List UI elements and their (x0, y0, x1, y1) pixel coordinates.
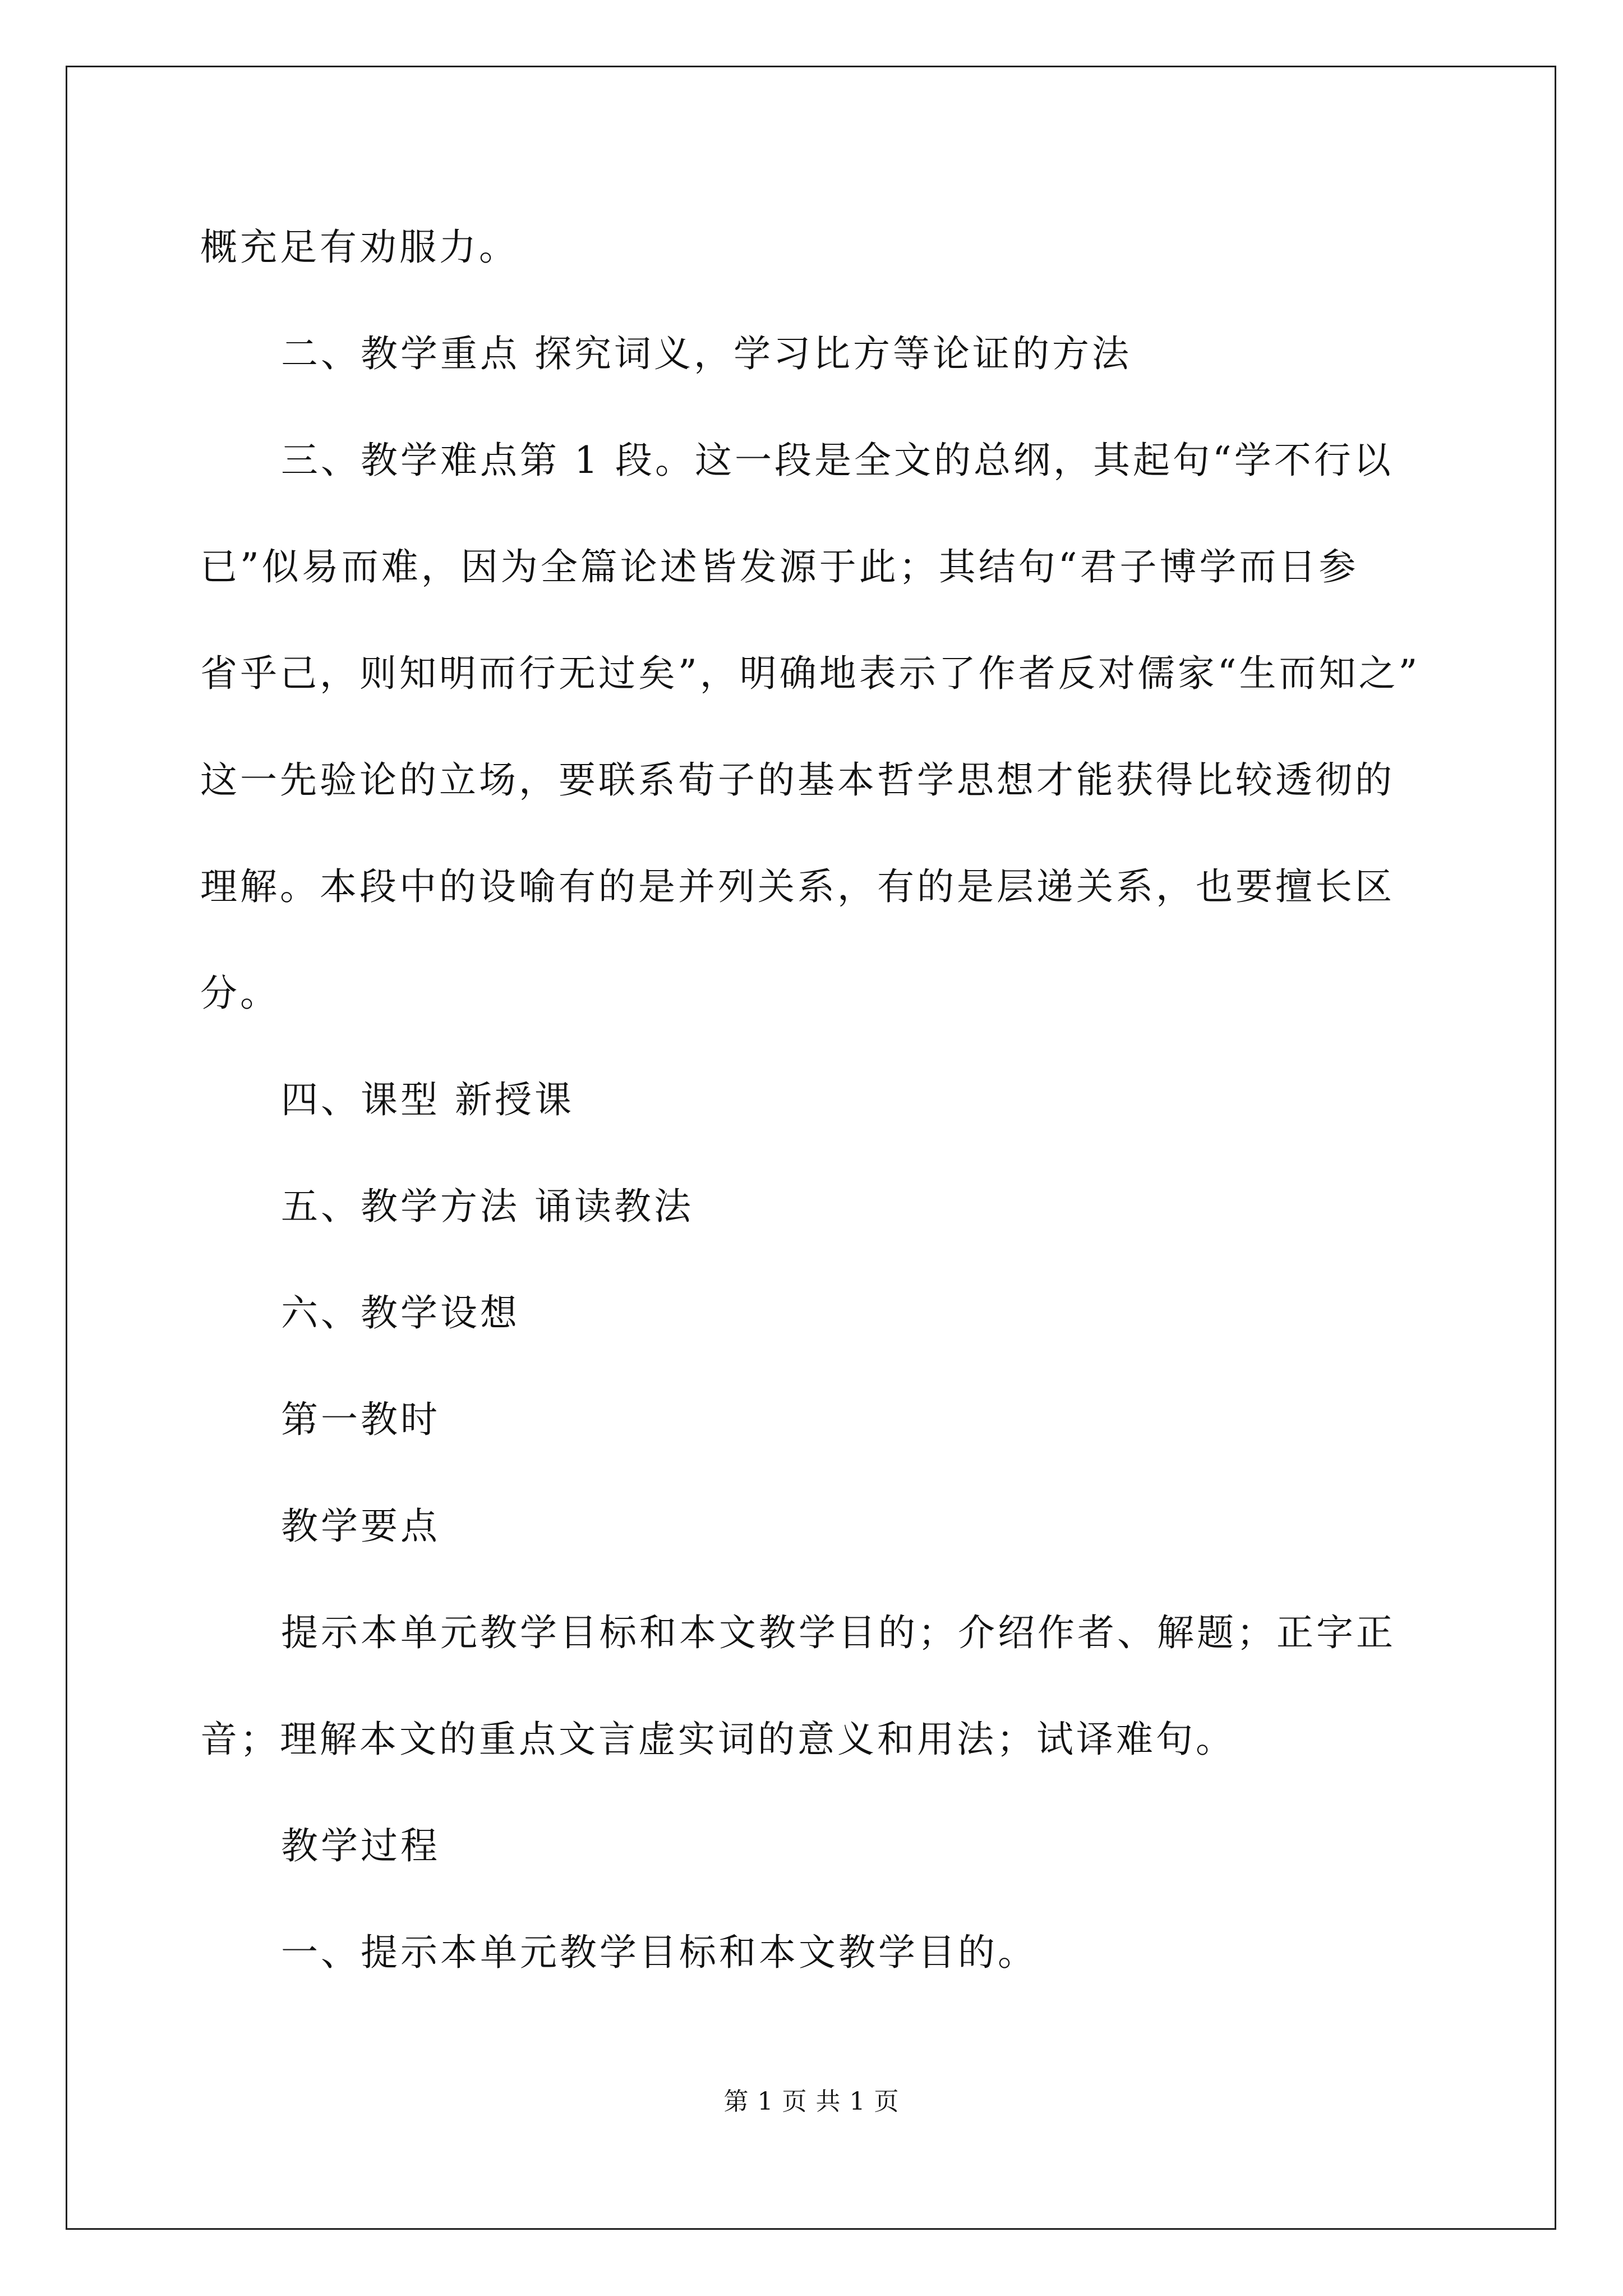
subheading-teaching-points: 教学要点 (281, 1504, 440, 1548)
paragraph-line: 已”似易而难，因为全篇论述皆发源于此；其结句“君子博学而日参 (200, 545, 1359, 588)
paragraph-line: 理解。本段中的设喻有的是并列关系，有的是层递关系，也要擅长区 (200, 865, 1395, 908)
paragraph-line: 概充足有劝服力。 (200, 226, 519, 269)
subheading-first-period: 第一教时 (281, 1398, 440, 1441)
section-heading-lesson-type: 四、课型 新授课 (281, 1078, 574, 1121)
page-number-footer: 第 1 页 共 1 页 (723, 2087, 900, 2116)
section-heading-teaching-method: 五、教学方法 诵读教法 (281, 1185, 694, 1228)
section-heading-key-points: 二、教学重点 探究词义，学习比方等论证的方法 (281, 332, 1132, 375)
paragraph-line: 分。 (200, 972, 280, 1015)
paragraph-line: 音；理解本文的重点文言虚实词的意义和用法；试译难句。 (200, 1718, 1235, 1761)
paragraph-line: 提示本单元教学目标和本文教学目的；介绍作者、解题；正字正 (281, 1611, 1396, 1654)
page-border (66, 66, 1556, 2230)
section-heading-difficulties: 三、教学难点第 1 段。这一段是全文的总纲，其起句“学不行以 (281, 439, 1394, 482)
paragraph-line: 这一先验论的立场，要联系荀子的基本哲学思想才能获得比较透彻的 (200, 758, 1395, 802)
paragraph-line: 省乎己，则知明而行无过矣”，明确地表示了作者反对儒家“生而知之” (200, 652, 1421, 695)
subheading-teaching-process: 教学过程 (281, 1824, 440, 1867)
paragraph-line: 一、提示本单元教学目标和本文教学目的。 (281, 1931, 1038, 1974)
section-heading-teaching-plan: 六、教学设想 (281, 1291, 520, 1335)
